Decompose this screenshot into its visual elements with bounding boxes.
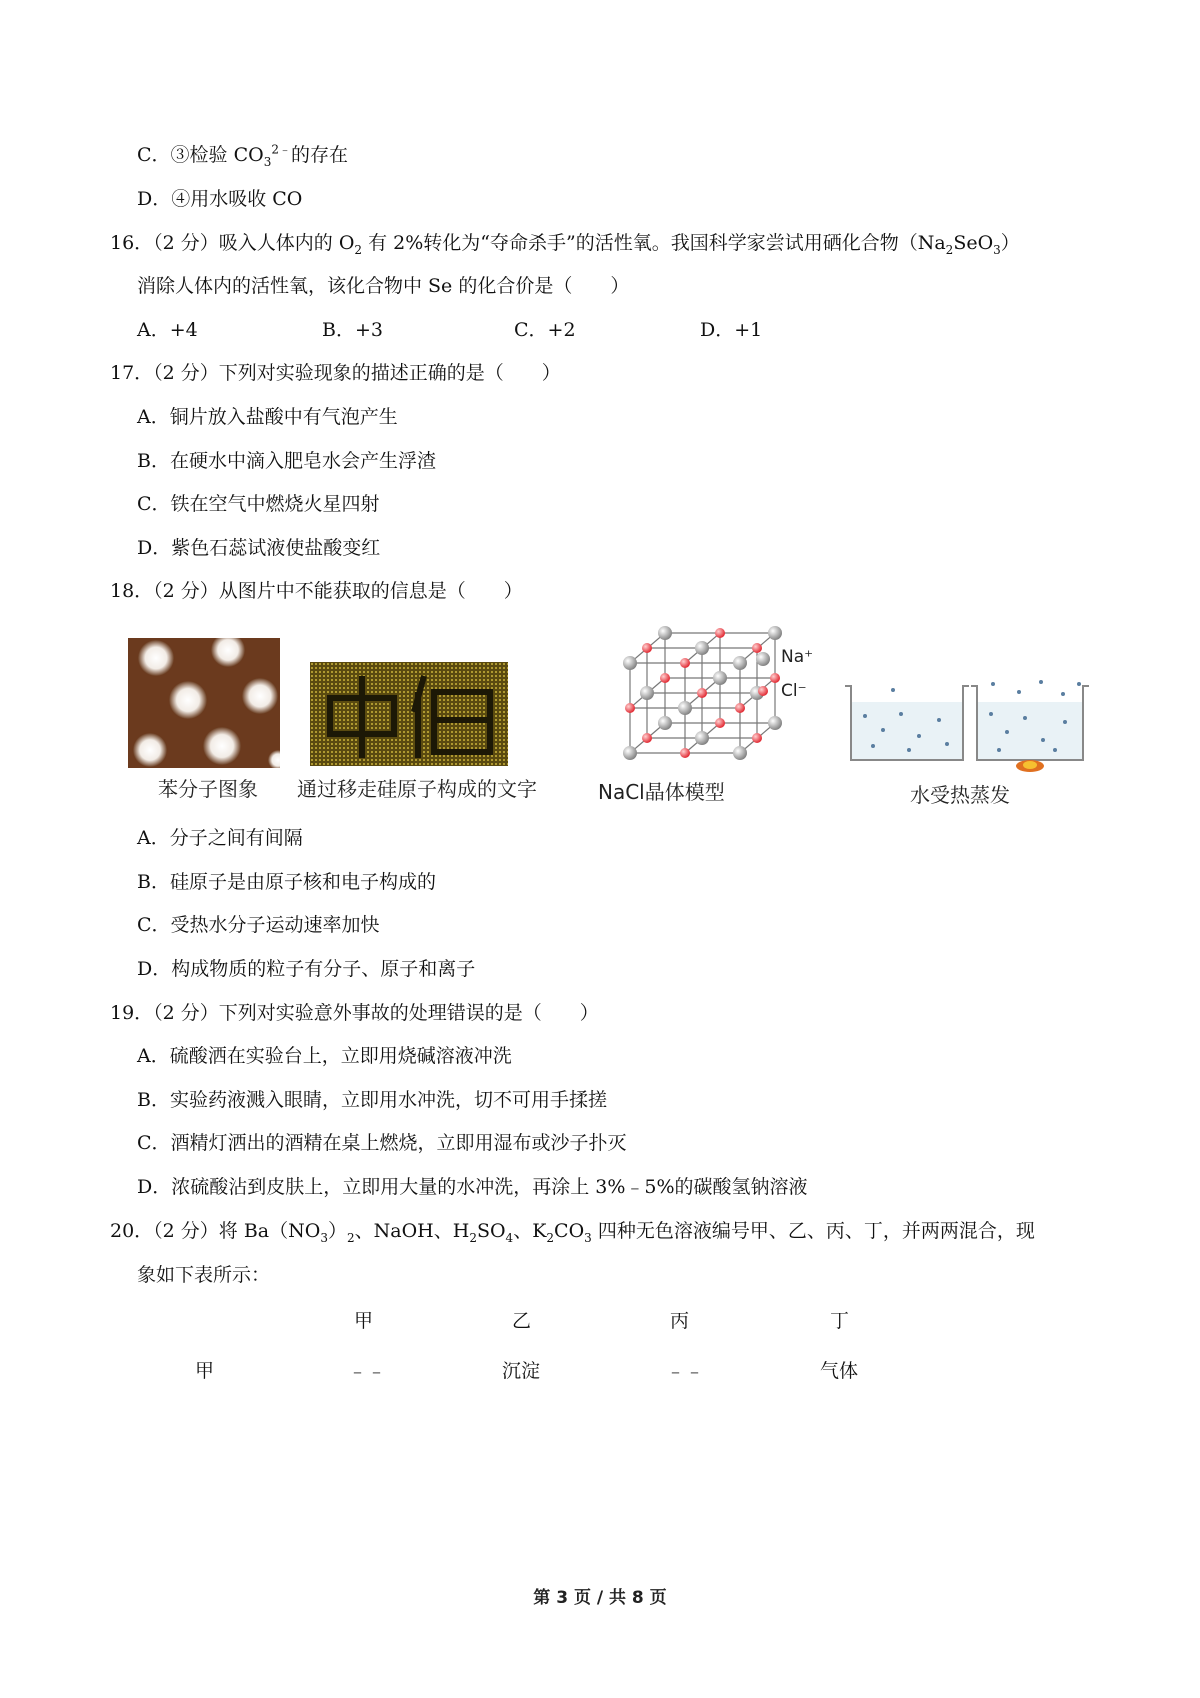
q20-stem-line2: 象如下表所示： — [137, 1264, 271, 1286]
legend-na: Na⁺ — [781, 647, 814, 667]
q19-option-d: D．浓硫酸沾到皮肤上，立即用大量的水冲洗，再涂上 3%﹣5%的碳酸氢钠溶液 — [137, 1176, 808, 1198]
q17-option-d: D．紫色石蕊试液使盐酸变红 — [137, 537, 381, 559]
q16-option-c: C．+2 — [514, 319, 576, 341]
caption-benzene: 苯分子图象 — [158, 777, 258, 801]
q16-option-d: D．+1 — [700, 319, 763, 341]
caption-silicon: 通过移走硅原子构成的文字 — [297, 777, 537, 801]
q20-stem: 20．（2 分）将 $Ba(NO_3)_2$、NaOH、$H_2SO_4$、$K_2CO_3$ 四种无色溶液编号甲、乙、丙、丁，并两两混合，现 — [110, 1220, 1035, 1245]
q15-option-d: D．④用水吸收 CO — [137, 188, 303, 210]
benzene-molecule-image — [128, 638, 280, 768]
table-row-label-jia: 甲 — [195, 1360, 215, 1382]
q19-option-c: C．酒精灯洒出的酒精在桌上燃烧，立即用湿布或沙子扑灭 — [137, 1132, 627, 1154]
q18-option-b: B．硅原子是由原子核和电子构成的 — [137, 871, 436, 893]
q16-option-a: A．+4 — [137, 319, 198, 341]
table-cell: 气体 — [820, 1360, 859, 1382]
q15-option-c: C．③检验 $CO_3^{2﹣}$的存在 — [137, 142, 348, 169]
silicon-atom-text-image — [310, 662, 508, 766]
q18-option-c: C．受热水分子运动速率加快 — [137, 914, 380, 936]
q17-option-a: A．铜片放入盐酸中有气泡产生 — [137, 406, 398, 428]
table-header-bing: 丙 — [670, 1310, 690, 1332]
q19-option-a: A．硫酸洒在实验台上，立即用烧碱溶液冲洗 — [137, 1045, 512, 1067]
table-cell: 沉淀 — [502, 1360, 541, 1382]
water-evaporation-image — [843, 680, 1090, 772]
q16-stem: 16．（2 分）吸入人体内的 $O_2$ 有 2%转化为“夺命杀手”的活性氧。我国科学家尝试用硒化合物$(Na_2SeO_3)$ — [110, 232, 1020, 257]
q17-option-b: B．在硬水中滴入肥皂水会产生浮渣 — [137, 450, 436, 472]
table-cell: ﹣﹣ — [666, 1360, 705, 1382]
q17-stem: 17．（2 分）下列对实验现象的描述正确的是（ ） — [110, 362, 561, 384]
q16-stem-line2: 消除人体内的活性氧，该化合物中 Se 的化合价是（ ） — [137, 275, 630, 297]
table-header-jia: 甲 — [354, 1310, 374, 1332]
table-cell: ﹣﹣ — [348, 1360, 387, 1382]
q18-stem: 18．（2 分）从图片中不能获取的信息是（ ） — [110, 580, 523, 602]
q19-stem: 19．（2 分）下列对实验意外事故的处理错误的是（ ） — [110, 1002, 599, 1024]
table-header-yi: 乙 — [512, 1310, 532, 1332]
q18-option-d: D．构成物质的粒子有分子、原子和离子 — [137, 958, 476, 980]
q18-option-a: A．分子之间有间隔 — [137, 827, 303, 849]
legend-cl: Cl⁻ — [781, 681, 807, 701]
page-footer: 第 3 页 / 共 8 页 — [533, 1588, 667, 1608]
q16-option-b: B．+3 — [322, 319, 383, 341]
q19-option-b: B．实验药液溅入眼睛，立即用水冲洗，切不可用手揉搓 — [137, 1089, 607, 1111]
caption-water: 水受热蒸发 — [910, 783, 1010, 807]
table-header-ding: 丁 — [830, 1310, 850, 1332]
caption-nacl: NaCl晶体模型 — [598, 780, 725, 804]
q17-option-c: C．铁在空气中燃烧火星四射 — [137, 493, 380, 515]
nacl-legend — [753, 647, 813, 707]
